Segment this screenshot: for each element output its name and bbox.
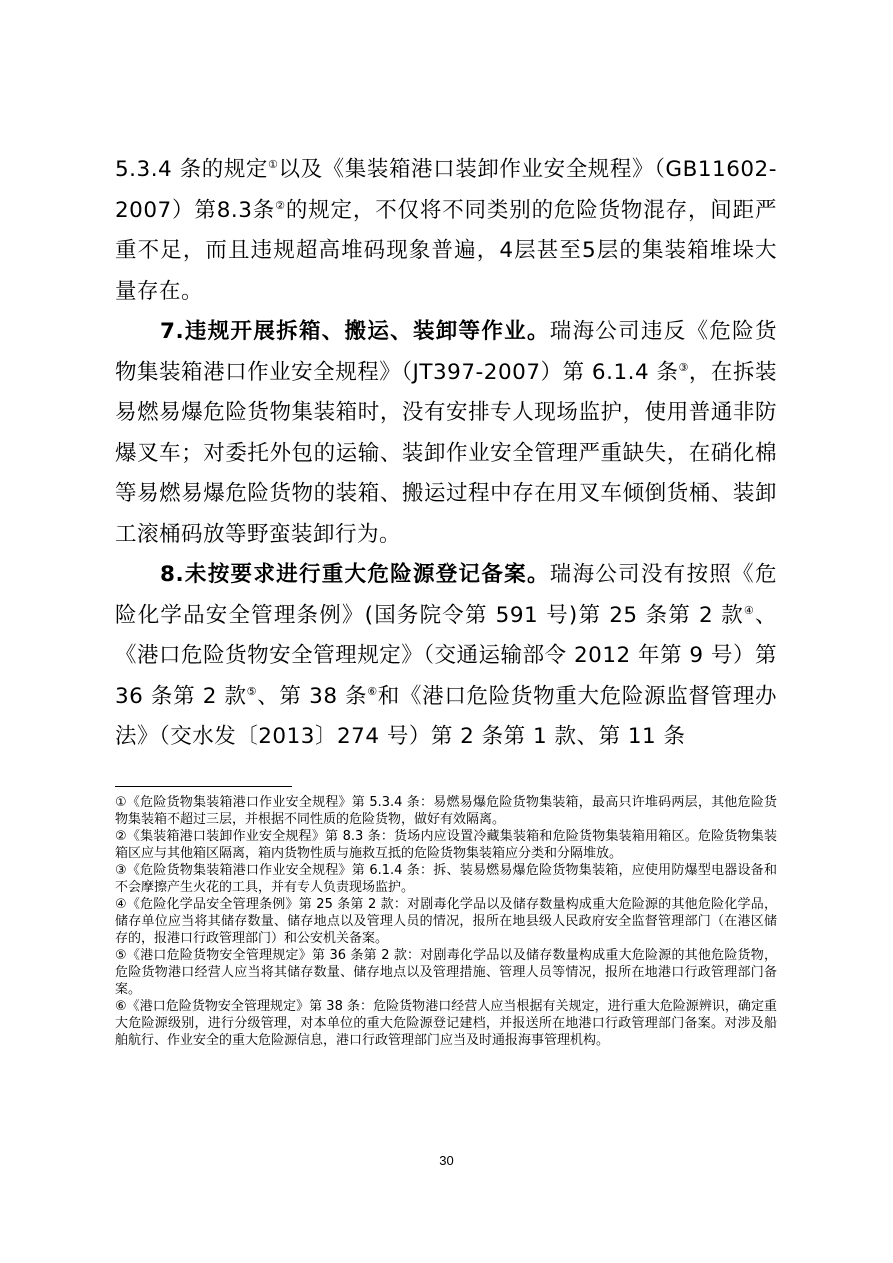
paragraph-text: 以及《集装箱港口装卸作业安全规程》（GB11602-2007）第8.3条 bbox=[115, 157, 777, 223]
footnote-1: ①《危险货物集装箱港口作业安全规程》第 5.3.4 条：易燃易爆危险货物集装箱，最高只许堆码两层，其他危险货物集装箱不超过三层，并根据不同性质的危险货物，做好有效隔离。 bbox=[115, 795, 777, 827]
body-text bbox=[115, 150, 777, 758]
paragraph-continuation bbox=[115, 150, 777, 312]
paragraph-text: 5.3.4 条的规定 bbox=[115, 157, 269, 182]
footnote-marker: ⑥ bbox=[367, 684, 378, 698]
paragraph-text: 瑞海公司违反《危险货物集装箱港口作业安全规程》（JT397-2007）第 6.1.4 条 bbox=[115, 319, 777, 385]
footnote-marker: ④ bbox=[743, 603, 755, 617]
footnote-6: ⑥《港口危险货物安全管理规定》第 38 条：危险货物港口经营人应当根据有关规定，进行重大危险源辨识，确定重大危险源级别，进行分级管理，对本单位的重大危险源登记建档，并报送所在地港口行政管理部门备案。对涉及船舶航行、作业安全的重大危险源信息，港口行政管理部门应当及时通报海事管理机构。 bbox=[115, 999, 777, 1048]
footnote-marker: ⑤ bbox=[246, 684, 258, 698]
page-number: 30 bbox=[439, 1153, 454, 1168]
paragraph-item-7 bbox=[115, 312, 777, 555]
footnote-marker: ③ bbox=[678, 360, 689, 374]
paragraph-heading: 7.违规开展拆箱、搬运、装卸等作业。 bbox=[160, 319, 550, 344]
paragraph-text: 瑞海公司没有按照《危险化学品安全管理条例》(国务院令第 591 号)第 25 条第 2 款 bbox=[115, 562, 777, 628]
footnote-marker: ① bbox=[268, 157, 279, 171]
footnote-marker: ② bbox=[275, 198, 286, 212]
paragraph-heading: 8.未按要求进行重大危险源登记备案。 bbox=[160, 562, 550, 587]
footnote-4: ④《危险化学品安全管理条例》第 25 条第 2 款：对剧毒化学品以及储存数量构成重大危险源的其他危险化学品，储存单位应当将其储存数量、储存地点以及管理人员的情况，报所在地县级人民政府安全监督管理部门（在港区储存的，报港口行政管理部门）和公安机关备案。 bbox=[115, 897, 777, 946]
paragraph-text: 和《港口危险货物重大危险源监督管理办法》（交水发〔2013〕274 号）第 2 条第 1 款、第 11 条 bbox=[115, 683, 777, 749]
footnote-5: ⑤《港口危险货物安全管理规定》第 36 条第 2 款：对剧毒化学品以及储存数量构成重大危险源的其他危险货物，危险货物港口经营人应当将其储存数量、储存地点以及管理措施、管理人员等情况，报所在地港口行政管理部门备案。 bbox=[115, 948, 777, 997]
paragraph-text: 、第 38 条 bbox=[257, 683, 368, 709]
footnotes bbox=[115, 794, 777, 1049]
footnote-divider bbox=[115, 786, 292, 787]
footnote-2: ②《集装箱港口装卸作业安全规程》第 8.3 条：货场内应设置冷藏集装箱和危险货物集装箱用箱区。危险货物集装箱区应与其他箱区隔离，箱内货物性质与施救互抵的危险货物集装箱应分类和分隔堆放。 bbox=[115, 829, 777, 861]
paragraph-text: 的规定，不仅将不同类别的危险货物混存，间距严重不足，而且违规超高堆码现象普遍，4层甚至5层的集装箱堆垛大量存在。 bbox=[115, 197, 777, 304]
paragraph-text: 、《港口危险货物安全管理规定》（交通运输部令 2012 年第 9 号）第 36 条第 2 款 bbox=[115, 602, 777, 709]
paragraph-text: ，在拆装易燃易爆危险货物集装箱时，没有安排专人现场监护，使用普通非防爆叉车；对委托外包的运输、装卸作业安全管理严重缺失，在硝化棉等易燃易爆危险货物的装箱、搬运过程中存在用叉车倾倒货桶、装卸工滚桶码放等野蛮装卸行为。 bbox=[115, 359, 777, 547]
paragraph-item-8 bbox=[115, 555, 777, 758]
footnote-3: ③《危险货物集装箱港口作业安全规程》第 6.1.4 条：拆、装易燃易爆危险货物集装箱，应使用防爆型电器设备和不会摩擦产生火花的工具，并有专人负责现场监护。 bbox=[115, 863, 777, 895]
